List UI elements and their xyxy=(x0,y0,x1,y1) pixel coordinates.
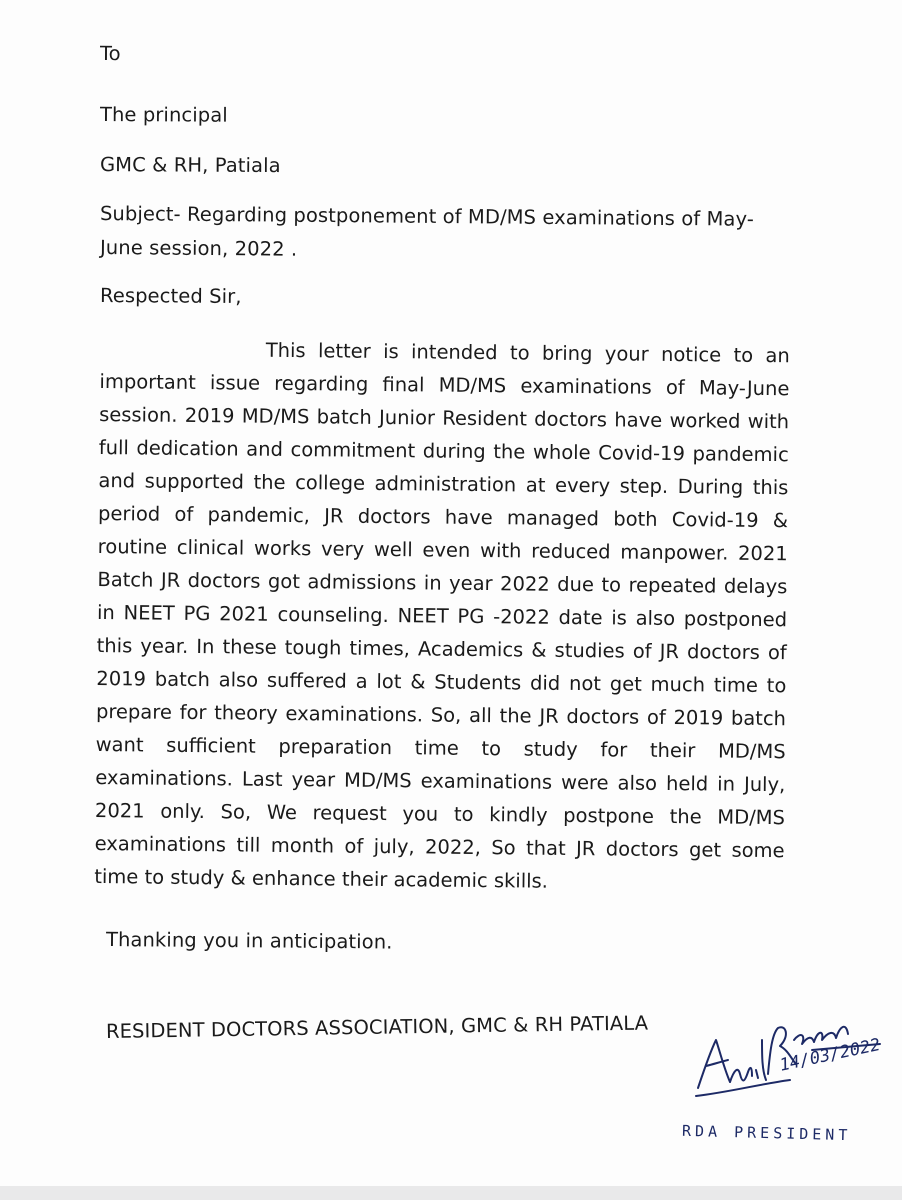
signature-title: RDA PRESIDENT xyxy=(681,1121,852,1145)
page-bottom-edge xyxy=(0,1186,902,1200)
sender-line: RESIDENT DOCTORS ASSOCIATION, GMC & RH PATIALA xyxy=(105,1011,649,1043)
signature-date: 14/03/2022 xyxy=(777,1034,883,1076)
letter-body: This letter is intended to bring your notice to an important issue regarding final MD/MS examinations of May-June session. 2019 MD/MS batch Junior Resident doctors have worked with full dedication and commitment during the whole Covid-19 pandemic and supported the college administration at every step. During this period of pandemic, JR doctors have managed both Covid-19 & routine clinical works very well even with reduced manpower. 2021 Batch JR doctors got admissions in year 2022 due to repeated delays in NEET PG 2021 counseling. NEET PG -2022 date is also postponed this year. In these tough times, Academics & studies of JR doctors of 2019 batch also suffered a lot & Students did not get much time to prepare for theory examinations. So, all the JR doctors of 2019 batch want sufficient preparation time to study for their MD/MS examinations. Last year MD/MS examinations were also held in July, 2021 only. So, We request you to kindly postpone the MD/MS examinations till month of july, 2022, So that JR doctors get some time to study & enhance their academic skills. xyxy=(94,338,790,893)
institution-line: GMC & RH, Patiala xyxy=(99,153,281,178)
closing-line: Thanking you in anticipation. xyxy=(105,928,393,954)
to-line: To xyxy=(99,42,121,66)
greeting-line: Respected Sir, xyxy=(99,284,242,308)
recipient-line: The principal xyxy=(99,103,228,127)
subject-line-2: June session, 2022 . xyxy=(99,236,298,261)
subject-line-1: Subject- Regarding postponement of MD/MS examinations of May- xyxy=(99,202,755,231)
